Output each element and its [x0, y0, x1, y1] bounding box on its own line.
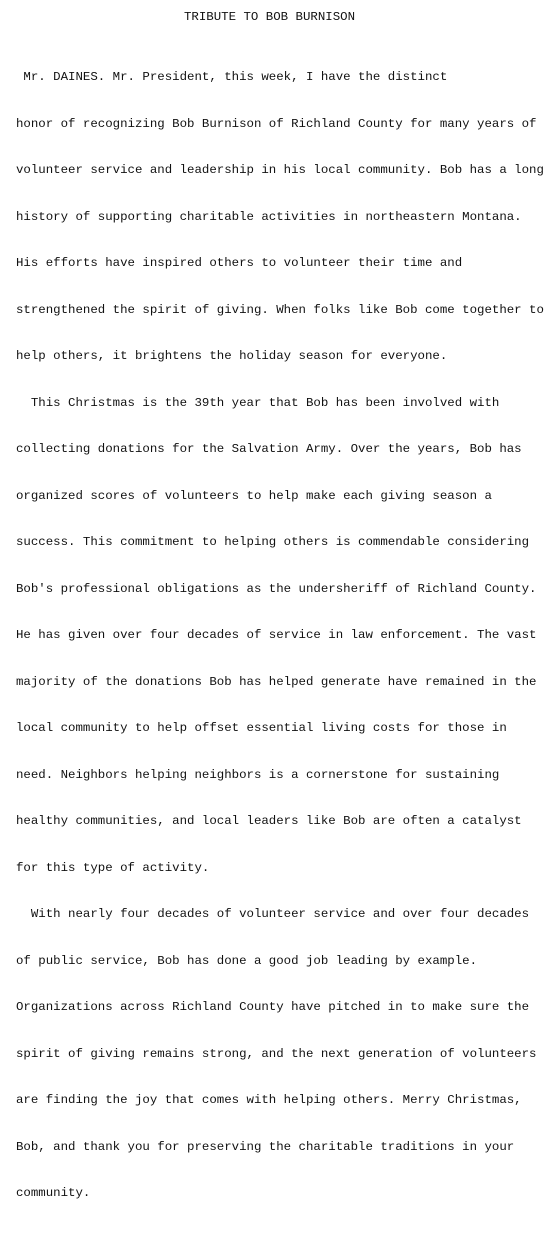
body-line: majority of the donations Bob has helped generate have remained in the	[16, 674, 537, 689]
body-line: This Christmas is the 39th year that Bob has been involved with	[16, 395, 500, 410]
body-line: community.	[16, 1186, 91, 1200]
body-line: Mr. DAINES. Mr. President, this week, I have the distinct	[16, 70, 448, 84]
body-line: spirit of giving remains strong, and the next generation of volunteers	[16, 1046, 537, 1061]
body-line: healthy communities, and local leaders like Bob are often a catalyst	[16, 814, 522, 828]
document-title: TRIBUTE TO BOB BURNISON	[183, 10, 356, 24]
body-line: success. This commitment to helping others is commendable considering	[16, 535, 530, 549]
body-line: of public service, Bob has done a good job leading by example.	[16, 953, 478, 968]
body-line: His efforts have inspired others to volunteer their time and	[16, 256, 463, 270]
body-line: for this type of activity.	[16, 860, 210, 875]
body-line: organized scores of volunteers to help make each giving season a	[16, 488, 492, 503]
body-line: With nearly four decades of volunteer service and over four decades	[16, 907, 530, 921]
body-line: collecting donations for the Salvation Army. Over the years, Bob has	[16, 442, 522, 456]
body-line: Bob's professional obligations as the undersheriff of Richland County.	[16, 581, 537, 596]
body-line: local community to help offset essential living costs for those in	[16, 721, 507, 735]
body-line: Organizations across Richland County have pitched in to make sure the	[16, 1000, 530, 1014]
body-line: honor of recognizing Bob Burnison of Richland County for many years of	[16, 116, 537, 131]
body-line: volunteer service and leadership in his local community. Bob has a long	[16, 163, 544, 177]
body-line: need. Neighbors helping neighbors is a cornerstone for sustaining	[16, 767, 500, 782]
body-line: He has given over four decades of service in law enforcement. The vast	[16, 628, 537, 642]
document-body	[16, 39, 544, 1233]
body-line: Bob, and thank you for preserving the charitable traditions in your	[16, 1139, 515, 1154]
body-line: strengthened the spirit of giving. When folks like Bob come together to	[16, 302, 544, 317]
body-line: help others, it brightens the holiday season for everyone.	[16, 349, 448, 363]
body-line: history of supporting charitable activities in northeastern Montana.	[16, 209, 522, 224]
body-line: are finding the joy that comes with helping others. Merry Christmas,	[16, 1093, 522, 1107]
